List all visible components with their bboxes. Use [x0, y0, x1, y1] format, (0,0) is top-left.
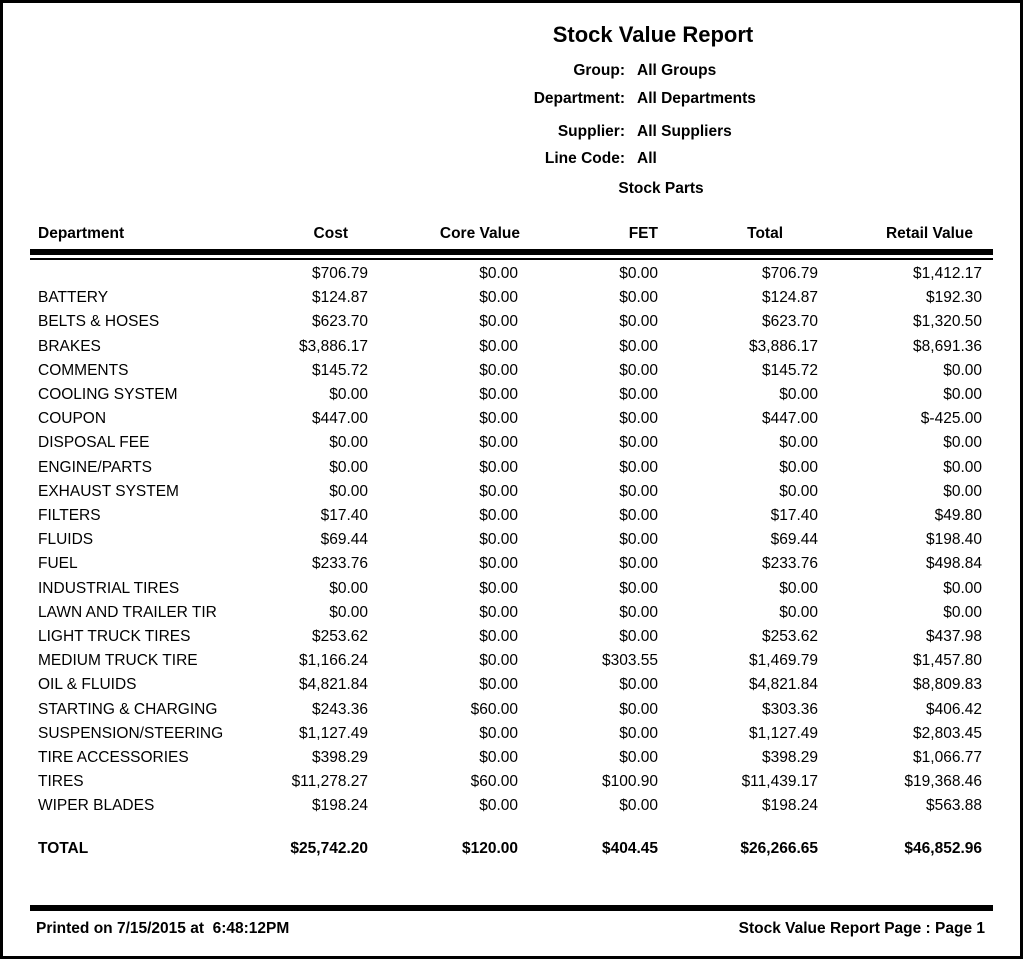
table-row — [30, 625, 993, 649]
table-row — [30, 407, 993, 431]
cell-fet: $0.00 — [619, 386, 658, 404]
cell-fet: $0.00 — [619, 531, 658, 549]
cell-total: $0.00 — [779, 579, 818, 597]
cell-core-value: $0.00 — [479, 289, 518, 307]
cell-fet: $0.00 — [619, 337, 658, 355]
stock-table — [30, 262, 993, 819]
cell-cost: $623.70 — [311, 313, 368, 331]
cell-core-value: $0.00 — [479, 749, 518, 767]
cell-core-value: $0.00 — [479, 482, 518, 500]
cell-total: $4,821.84 — [749, 676, 818, 694]
cell-core-value: $0.00 — [479, 361, 518, 379]
cell-retail-value: $1,412.17 — [913, 265, 982, 282]
cell-core-value: $0.00 — [479, 386, 518, 404]
cell-core-value: $60.00 — [470, 700, 518, 718]
cell-fet: $0.00 — [619, 797, 658, 815]
cell-fet: $0.00 — [619, 265, 658, 282]
cell-retail-value: $0.00 — [943, 482, 982, 500]
cell-retail-value: $8,809.83 — [913, 676, 982, 694]
cell-fet: $0.00 — [619, 749, 658, 767]
cell-total: $1,127.49 — [749, 724, 818, 742]
cell-fet: $0.00 — [619, 434, 658, 452]
total-core-value: $120.00 — [461, 840, 518, 857]
printed-timestamp: Printed on 7/15/2015 at 6:48:12PM — [36, 920, 290, 937]
column-header-total: Total — [747, 225, 783, 242]
cell-retail-value: $563.88 — [925, 797, 982, 815]
table-row — [30, 431, 993, 455]
cell-total: $145.72 — [761, 361, 818, 379]
header-rule-thin — [30, 258, 993, 260]
cell-core-value: $0.00 — [479, 724, 518, 742]
table-row — [30, 577, 993, 601]
cell-total: $398.29 — [761, 749, 818, 767]
table-row — [30, 794, 993, 818]
cell-core-value: $0.00 — [479, 265, 518, 282]
cell-department: ENGINE/PARTS — [38, 458, 152, 476]
cell-fet: $0.00 — [619, 313, 658, 331]
footer-rule — [30, 905, 993, 911]
cell-cost: $17.40 — [320, 507, 368, 525]
cell-cost: $124.87 — [311, 289, 368, 307]
cell-core-value: $0.00 — [479, 652, 518, 670]
cell-department: LAWN AND TRAILER TIR — [38, 603, 217, 621]
cell-retail-value: $0.00 — [943, 434, 982, 452]
table-row — [30, 552, 993, 576]
cell-cost: $1,166.24 — [299, 652, 368, 670]
table-row — [30, 383, 993, 407]
cell-total: $0.00 — [779, 603, 818, 621]
filter-value-group: All Groups — [637, 62, 717, 79]
cell-core-value: $0.00 — [479, 507, 518, 525]
cell-core-value: $60.00 — [470, 773, 518, 791]
table-row — [30, 601, 993, 625]
cell-core-value: $0.00 — [479, 458, 518, 476]
cell-fet: $0.00 — [619, 361, 658, 379]
cell-department: SUSPENSION/STEERING — [38, 724, 224, 742]
cell-retail-value: $49.80 — [934, 507, 982, 525]
table-body — [30, 262, 993, 819]
cell-core-value: $0.00 — [479, 531, 518, 549]
cell-total: $623.70 — [761, 313, 818, 331]
cell-cost: $4,821.84 — [299, 676, 368, 694]
filter-value-supplier: All Suppliers — [637, 123, 732, 140]
cell-fet: $0.00 — [619, 555, 658, 573]
table-row — [30, 673, 993, 697]
cell-retail-value: $192.30 — [925, 289, 982, 307]
cell-total: $17.40 — [770, 507, 818, 525]
cell-total: $253.62 — [761, 628, 818, 646]
table-row — [30, 504, 993, 528]
table-row — [30, 262, 993, 286]
filter-value-department: All Departments — [637, 90, 756, 107]
cell-department — [30, 262, 270, 286]
total-cost: $25,742.20 — [290, 840, 368, 857]
cell-total: $447.00 — [761, 410, 818, 428]
cell-total: $0.00 — [779, 434, 818, 452]
cell-cost: $243.36 — [311, 700, 368, 718]
cell-retail-value: $406.42 — [925, 700, 982, 718]
total-fet: $404.45 — [601, 840, 658, 857]
cell-total: $233.76 — [761, 555, 818, 573]
table-row — [30, 480, 993, 504]
table-row — [30, 722, 993, 746]
cell-department: TIRE ACCESSORIES — [38, 749, 189, 767]
cell-retail-value: $0.00 — [943, 361, 982, 379]
cell-department: BELTS & HOSES — [38, 313, 160, 331]
cell-department: COUPON — [38, 410, 107, 428]
cell-cost: $11,278.27 — [291, 773, 368, 791]
cell-cost: $0.00 — [329, 434, 368, 452]
table-row — [30, 359, 993, 383]
cell-fet: $0.00 — [619, 507, 658, 525]
cell-retail-value: $8,691.36 — [913, 337, 982, 355]
table-row — [30, 286, 993, 310]
cell-retail-value: $19,368.46 — [904, 773, 982, 791]
cell-cost: $706.79 — [311, 265, 368, 282]
cell-core-value: $0.00 — [479, 410, 518, 428]
cell-department: INDUSTRIAL TIRES — [38, 579, 180, 597]
cell-total: $0.00 — [779, 482, 818, 500]
cell-department: TIRES — [38, 773, 84, 791]
cell-total: $198.24 — [761, 797, 818, 815]
cell-retail-value: $198.40 — [925, 531, 982, 549]
cell-core-value: $0.00 — [479, 337, 518, 355]
cell-department: MEDIUM TRUCK TIRE — [38, 652, 198, 670]
cell-department: COMMENTS — [38, 361, 129, 379]
cell-fet: $100.90 — [601, 773, 658, 791]
column-header-department: Department — [38, 225, 125, 242]
page-title: Stock Value Report — [552, 22, 754, 47]
column-header-retail-value: Retail Value — [885, 225, 973, 242]
cell-core-value: $0.00 — [479, 676, 518, 694]
cell-retail-value: $0.00 — [943, 386, 982, 404]
cell-total: $0.00 — [779, 386, 818, 404]
cell-core-value: $0.00 — [479, 579, 518, 597]
cell-total: $706.79 — [761, 265, 818, 282]
table-row — [30, 335, 993, 359]
cell-total: $1,469.79 — [749, 652, 818, 670]
cell-cost: $0.00 — [329, 458, 368, 476]
cell-fet: $0.00 — [619, 289, 658, 307]
section-title: Stock Parts — [618, 180, 704, 197]
total-retail-value: $46,852.96 — [904, 840, 982, 857]
header-rule-thick — [30, 249, 993, 255]
cell-core-value: $0.00 — [479, 313, 518, 331]
cell-fet: $0.00 — [619, 676, 658, 694]
cell-total: $0.00 — [779, 458, 818, 476]
cell-cost: $3,886.17 — [299, 337, 368, 355]
table-row — [30, 698, 993, 722]
cell-core-value: $0.00 — [479, 555, 518, 573]
cell-fet: $0.00 — [619, 482, 658, 500]
cell-retail-value: $1,066.77 — [913, 749, 982, 767]
table-row — [30, 746, 993, 770]
cell-department: EXHAUST SYSTEM — [38, 482, 179, 500]
cell-cost: $253.62 — [311, 628, 368, 646]
cell-fet: $0.00 — [619, 579, 658, 597]
cell-retail-value: $437.98 — [925, 628, 982, 646]
cell-cost: $233.76 — [311, 555, 368, 573]
cell-cost: $198.24 — [311, 797, 368, 815]
filter-label-supplier: Supplier: — [557, 123, 625, 140]
cell-cost: $1,127.49 — [299, 724, 368, 742]
cell-core-value: $0.00 — [479, 603, 518, 621]
page-indicator: Stock Value Report Page : Page 1 — [738, 920, 985, 937]
column-header-core-value: Core Value — [439, 225, 520, 242]
filter-label-group: Group: — [573, 62, 625, 79]
cell-fet: $0.00 — [619, 410, 658, 428]
cell-department: LIGHT TRUCK TIRES — [38, 628, 191, 646]
cell-fet: $0.00 — [619, 628, 658, 646]
cell-fet: $0.00 — [619, 603, 658, 621]
cell-cost: $447.00 — [311, 410, 368, 428]
cell-department: FUEL — [38, 555, 78, 573]
cell-fet: $0.00 — [619, 700, 658, 718]
cell-cost: $0.00 — [329, 579, 368, 597]
cell-core-value: $0.00 — [479, 434, 518, 452]
cell-total: $124.87 — [761, 289, 818, 307]
cell-total: $11,439.17 — [741, 773, 818, 791]
cell-total: $3,886.17 — [749, 337, 818, 355]
cell-cost: $0.00 — [329, 603, 368, 621]
cell-total: $69.44 — [770, 531, 818, 549]
cell-retail-value: $0.00 — [943, 579, 982, 597]
cell-fet: $0.00 — [619, 724, 658, 742]
table-row — [30, 456, 993, 480]
cell-core-value: $0.00 — [479, 797, 518, 815]
cell-retail-value: $1,457.80 — [913, 652, 982, 670]
table-row — [30, 770, 993, 794]
total-total: $26,266.65 — [740, 840, 818, 857]
cell-cost: $0.00 — [329, 386, 368, 404]
filter-value-line-code: All — [637, 150, 657, 167]
cell-department: BATTERY — [38, 289, 109, 307]
filter-label-line-code: Line Code: — [544, 150, 625, 167]
cell-retail-value: $498.84 — [925, 555, 982, 573]
cell-department: DISPOSAL FEE — [38, 434, 150, 452]
cell-retail-value: $-425.00 — [920, 410, 982, 428]
cell-core-value: $0.00 — [479, 628, 518, 646]
column-header-cost: Cost — [313, 225, 348, 242]
table-row — [30, 649, 993, 673]
cell-department: WIPER BLADES — [38, 797, 155, 815]
cell-department: STARTING & CHARGING — [38, 700, 218, 718]
cell-retail-value: $0.00 — [943, 458, 982, 476]
cell-department: FILTERS — [38, 507, 101, 525]
total-label: TOTAL — [38, 840, 89, 857]
filter-label-department: Department: — [533, 90, 625, 107]
column-header-fet: FET — [628, 225, 658, 242]
cell-cost: $69.44 — [320, 531, 368, 549]
cell-cost: $0.00 — [329, 482, 368, 500]
cell-department: BRAKES — [38, 337, 101, 355]
table-row — [30, 528, 993, 552]
cell-total: $303.36 — [761, 700, 818, 718]
cell-cost: $145.72 — [311, 361, 368, 379]
cell-retail-value: $2,803.45 — [913, 724, 982, 742]
cell-retail-value: $1,320.50 — [913, 313, 982, 331]
table-row — [30, 310, 993, 334]
cell-department: FLUIDS — [38, 531, 94, 549]
cell-department: OIL & FLUIDS — [38, 676, 137, 694]
cell-retail-value: $0.00 — [943, 603, 982, 621]
cell-department: COOLING SYSTEM — [38, 386, 178, 404]
cell-fet: $303.55 — [601, 652, 658, 670]
cell-fet: $0.00 — [619, 458, 658, 476]
cell-cost: $398.29 — [311, 749, 368, 767]
